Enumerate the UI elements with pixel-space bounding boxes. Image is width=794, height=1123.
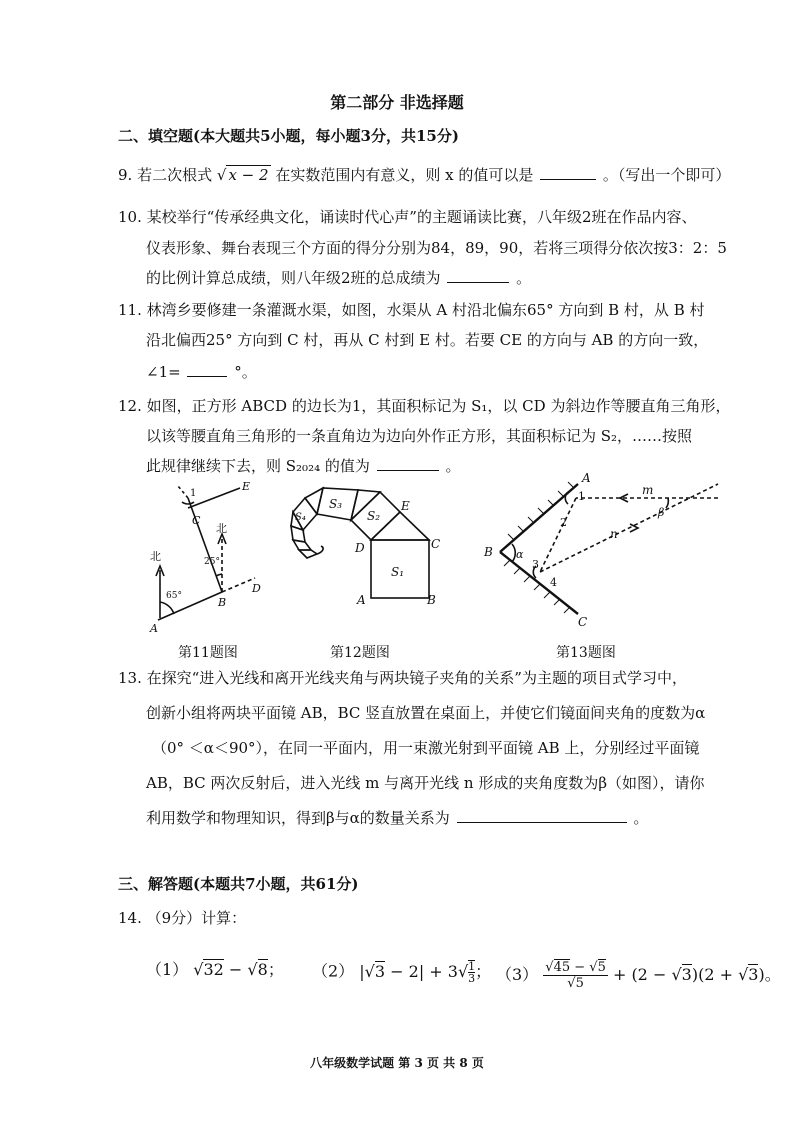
q10-line3-tail: 。 (516, 269, 532, 287)
fig13-label-c: C (578, 615, 588, 628)
q13-number: 13. (118, 669, 142, 687)
angle-65-arc (160, 602, 174, 614)
q13-line5: 利用数学和物理知识，得到β与α的数量关系为 (146, 809, 450, 827)
q9-radical: √ x − 2 (216, 166, 269, 184)
fig12-label-c: C (431, 537, 441, 551)
q13-line2: 创新小组将两块平面镜 AB，BC 竖直放置在桌面上，并使它们镜面间夹角的度数为α (146, 704, 706, 722)
q9-answer-blank[interactable] (540, 165, 596, 180)
mirror-ab-hatch (508, 482, 574, 540)
page-footer: 八年级数学试题 第 3 页 共 8 页 (310, 1056, 484, 1070)
q9-post: 在实数范围内有意义，则 x 的值可以是 (275, 166, 534, 184)
section3-title: 三、解答题(本题共7小题，共61分) (118, 875, 359, 893)
q11-line1: 林湾乡要修建一条灌溉水渠，如图，水渠从 A 村沿北偏东65° 方向到 B 村，从 B 村 (146, 301, 705, 319)
q13-line5-tail: 。 (633, 809, 649, 827)
fig11-north-a: 北 (150, 550, 161, 563)
angle-1-arc (182, 502, 194, 504)
square-s6 (293, 540, 311, 550)
question-11-line3 (146, 362, 257, 382)
q10-line2: 仪表形象、舞台表现三个方面的得分分别为84，89，90，若将三项得分依次按3：2：5 (146, 239, 727, 257)
q14-part3-expression: $\frac{√45 - √5}{√5}$ + (2 − √3)(2 + √3)。 (545, 960, 781, 991)
q14-part1-expression: √32 − √8； (193, 960, 284, 979)
q14-head: （9分）计算： (146, 909, 247, 927)
fig12-label-e: E (401, 499, 410, 513)
fig11-caption: 第11题图 (178, 645, 238, 661)
fig11-angle25: 25° (204, 557, 220, 567)
question-13-line1 (118, 668, 687, 688)
fig13-label-3: 3 (532, 558, 539, 571)
q14-part2-expression: |√3 − 2| + 3√ $\frac{1}{3}$ ； (359, 960, 492, 985)
q12-line3: 此规律继续下去，则 S₂₀₂₄ 的值为 (146, 457, 370, 475)
fig12-label-b: B (427, 593, 436, 607)
part-title: 第二部分 非选择题 (330, 93, 464, 112)
q9-tail: 。（写出一个即可） (602, 166, 731, 184)
question-13-line5 (146, 808, 648, 828)
q13-line1: 在探究“进入光线和离开光线夹角与两块镜子夹角的关系”为主题的项目式学习中， (146, 669, 687, 687)
q10-line3: 的比例计算总成绩，则八年级2班的总成绩为 (146, 269, 441, 287)
figure-13 (478, 468, 728, 628)
fig13-caption: 第13题图 (556, 645, 616, 661)
q13-line3: （0° ＜α＜90°），在同一平面内，用一束激光射到平面镜 AB 上，分别经过平面镜 (152, 739, 700, 757)
fig12-label-a: A (357, 593, 366, 607)
q11-answer-blank[interactable] (187, 362, 227, 377)
angle-beta-arc (666, 498, 668, 508)
q12-answer-blank[interactable] (377, 456, 439, 471)
question-10-line3 (146, 268, 531, 288)
fig11-label-b: B (218, 596, 227, 609)
fig12-label-s3: S₃ (329, 497, 343, 511)
angle-25-arc (216, 574, 222, 576)
reflected-ray (540, 498, 576, 572)
segment-bc (188, 498, 222, 592)
angle-alpha-arc (512, 544, 515, 562)
fig11-label-c: C (192, 514, 201, 527)
q13-answer-blank[interactable] (457, 808, 627, 823)
q9-radicand: x − 2 (228, 166, 269, 184)
segment-bd-dashed (222, 578, 255, 592)
q10-line1: 某校举行“传承经典文化，诵读时代心声”的主题诵读比赛，八年级2班在作品内容、 (146, 208, 697, 226)
fig13-label-alpha: α (516, 548, 524, 561)
q11-line3-tail: °。 (234, 363, 257, 381)
q14-part2 (312, 960, 491, 984)
fig12-caption: 第12题图 (330, 645, 390, 661)
question-11-line1 (118, 300, 705, 320)
question-14-head (118, 908, 246, 928)
fig11-north-b: 北 (216, 522, 227, 535)
q14-part3 (496, 960, 781, 991)
spiral-tail (317, 546, 323, 554)
fig11-label-1: 1 (190, 488, 197, 499)
question-12-line3 (146, 456, 460, 476)
q14-part2-label: （2） (312, 961, 355, 981)
ray-n-arrow (630, 524, 638, 532)
fig13-label-m: m (642, 483, 654, 497)
fig11-label-d: D (252, 582, 261, 595)
segment-c-extension (178, 486, 188, 498)
fig13-label-a: A (582, 471, 591, 485)
figure-11 (140, 480, 290, 640)
fig13-label-b: B (484, 545, 493, 559)
question-10-line1 (118, 207, 697, 227)
q11-number: 11. (118, 301, 142, 319)
figure-12 (285, 480, 445, 610)
q12-line2: 以该等腰直角三角形的一条直角边为边向外作正方形，其面积标记为 S₂，……按照 (146, 427, 693, 445)
fig13-label-4: 4 (550, 576, 557, 589)
fig11-angle65: 65° (166, 591, 182, 601)
q14-number: 14. (118, 909, 142, 927)
fig12-label-s2: S₂ (367, 509, 381, 523)
section2-title: 二、填空题(本大题共5小题，每小题3分，共15分) (118, 127, 459, 145)
q9-pre: 若二次根式 (137, 166, 213, 184)
fig12-label-s4: S₄ (295, 512, 306, 523)
fig12-label-d: D (355, 541, 365, 555)
fig13-label-beta: β (658, 506, 665, 519)
q12-number: 12. (118, 397, 142, 415)
fig12-label-s1: S₁ (391, 565, 405, 579)
q14-part1 (146, 960, 284, 980)
question-9 (118, 165, 730, 185)
square-s7 (299, 550, 317, 558)
q12-line3-tail: 。 (445, 457, 461, 475)
q13-line4: AB，BC 两次反射后，进入光线 m 与离开光线 n 形成的夹角度数为β（如图），请你 (146, 774, 705, 792)
q10-answer-blank[interactable] (447, 268, 509, 283)
q11-line3-pre: ∠1= (146, 363, 181, 381)
fig13-label-2: 2 (560, 516, 567, 529)
fig11-label-a: A (150, 622, 158, 635)
q14-part3-label: （3） (496, 965, 539, 984)
fig13-label-n: n (610, 527, 618, 541)
q10-number: 10. (118, 208, 142, 226)
fig13-label-1: 1 (578, 490, 585, 503)
fig11-label-e: E (242, 480, 251, 493)
q11-line2: 沿北偏西25° 方向到 C 村，再从 C 村到 E 村。若要 CE 的方向与 AB 的方向一致， (146, 331, 709, 349)
q12-line1: 如图，正方形 ABCD 的边长为1，其面积标记为 S₁，以 CD 为斜边作等腰直角三角形， (146, 397, 731, 415)
q14-part1-label: （1） (146, 960, 189, 979)
question-12-line1 (118, 396, 730, 416)
q9-number: 9. (118, 166, 133, 184)
